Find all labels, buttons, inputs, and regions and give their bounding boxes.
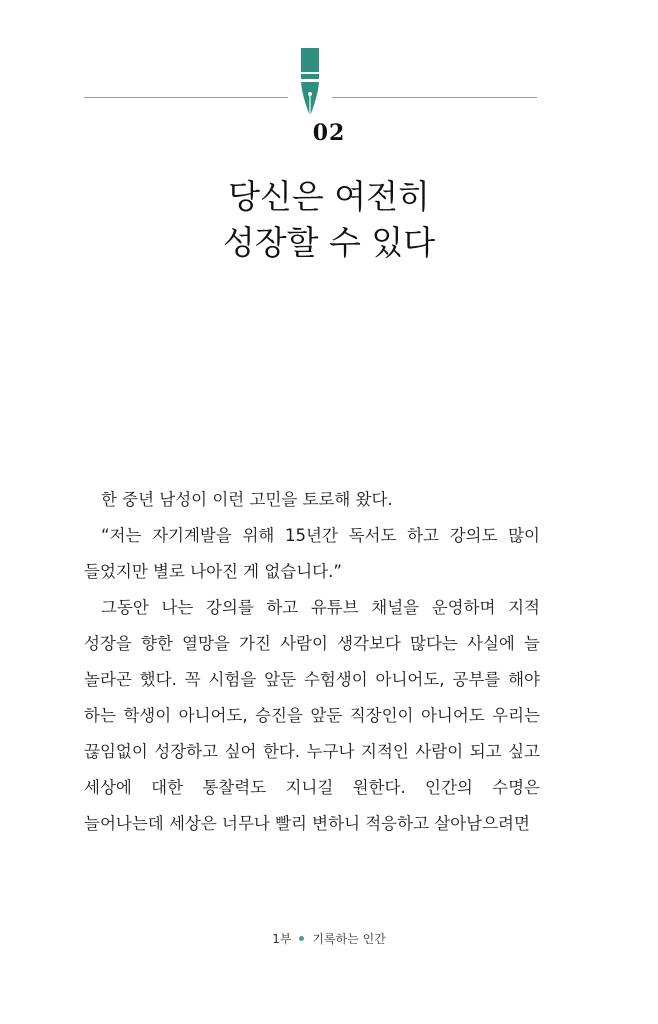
fountain-pen-nib-icon (293, 48, 327, 118)
chapter-title-line-2: 성장할 수 있다 (222, 223, 436, 262)
chapter-title-line-1: 당신은 여전히 (228, 177, 430, 216)
paragraph-1: 한 중년 남성이 이런 고민을 토로해 왔다. (101, 490, 393, 509)
footer-part: 1부 (272, 932, 292, 946)
footer-separator-dot (299, 936, 304, 941)
chapter-title (0, 174, 658, 266)
body-text (84, 482, 540, 842)
running-footer (0, 930, 658, 947)
paragraph-2: “저는 자기계발을 위해 15년간 독서도 하고 강의도 많이 들었지만 별로 나아진 게 없습니다.” (84, 526, 540, 581)
chapter-number: 02 (312, 120, 346, 146)
chapter-header (0, 0, 658, 160)
header-rule-left (84, 97, 288, 98)
footer-section: 기록하는 인간 (312, 932, 386, 946)
header-rule-right (332, 97, 537, 98)
paragraph-3: 그동안 나는 강의를 하고 유튜브 채널을 운영하며 지적 성장을 향한 열망을 가진 사람이 생각보다 많다는 사실에 늘 놀라곤 했다. 꼭 시험을 앞둔 수험생이 아니어도, 공부를 해야 하는 학생이 아니어도, 승진을 앞둔 직장인이 아니어도 우리는 끊임없이 성장하고 싶어 한다. 누구나 지적인 사람이 되고 싶고 세상에 대한 통찰력도 지니길 원한다. 인간의 수명은 늘어나는데 세상은 너무나 빨리 변하니 적응하고 살아남으려면 (84, 598, 540, 833)
